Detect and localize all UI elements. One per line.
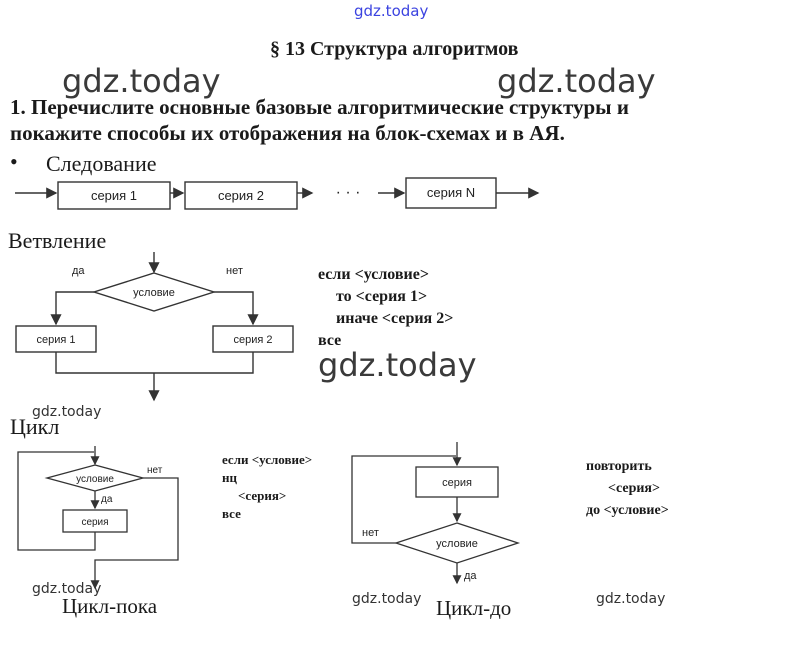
watermark-bottom-left: gdz.today — [32, 581, 102, 597]
repeat-code — [586, 456, 669, 522]
while-code — [222, 451, 312, 523]
while-no-label: нет — [147, 465, 163, 476]
caption-while: Цикл-пока — [62, 594, 158, 618]
branch-box-right-label: серия 2 — [233, 334, 273, 346]
section-heading: § 13 Структура алгоритмов — [270, 38, 519, 60]
bullet: • — [10, 149, 18, 174]
watermark-bottom-right: gdz.today — [596, 591, 666, 607]
branch-code-line-4: все — [318, 332, 342, 349]
branch-arrow-left — [56, 292, 94, 324]
dowhile-body-label: серия — [442, 477, 472, 489]
seq-box-2-label: серия 2 — [217, 188, 265, 203]
repeat-code-line-1: повторить — [586, 459, 652, 474]
while-yes-label: да — [101, 494, 113, 505]
branch-diagram — [0, 248, 310, 408]
branch-yes-label: да — [72, 265, 85, 277]
dowhile-diagram — [340, 440, 540, 590]
dowhile-no-label: нет — [362, 527, 379, 539]
seq-dots: · · · — [335, 184, 361, 201]
label-sequence: Следование — [46, 151, 157, 176]
caption-dowhile: Цикл-до — [436, 596, 512, 620]
while-code-line-4: все — [222, 506, 241, 521]
branch-condition-label: условие — [133, 287, 175, 299]
branch-merge-line — [56, 352, 253, 373]
seq-box-n-label: серия N — [426, 185, 476, 200]
label-loop: Цикл — [10, 414, 60, 439]
seq-box-1-label: серия 1 — [90, 188, 138, 203]
branch-code — [318, 264, 453, 352]
while-diagram — [0, 440, 200, 595]
branch-no-label: нет — [226, 265, 243, 277]
while-code-line-2: нц — [222, 470, 237, 485]
dowhile-yes-label: да — [464, 570, 477, 582]
question-line-2: покажите способы их отображения на блок-схемах и в АЯ. — [10, 121, 565, 145]
watermark-cycle: gdz.today — [32, 404, 102, 420]
watermark-bottom-mid: gdz.today — [352, 591, 422, 607]
while-condition-label: условие — [76, 474, 114, 485]
repeat-code-line-2: <серия> — [608, 481, 660, 496]
branch-code-line-1: если <условие> — [318, 266, 429, 283]
branch-box-left-label: серия 1 — [36, 334, 76, 346]
sequence-diagram — [0, 170, 560, 220]
while-code-line-3: <серия> — [238, 488, 287, 503]
dowhile-condition-label: условие — [436, 538, 478, 550]
while-loop-back — [18, 452, 95, 550]
label-branching: Ветвление — [8, 228, 107, 253]
watermark-top: gdz.today — [354, 2, 429, 20]
watermark-center: gdz.today — [318, 346, 477, 384]
while-body-label: серия — [81, 517, 109, 528]
branch-code-line-3: иначе <серия 2> — [336, 310, 454, 327]
watermark-right: gdz.today — [497, 62, 656, 100]
question-line-1: 1. Перечислите основные базовые алгоритмические структуры и — [10, 95, 629, 119]
repeat-code-line-3: до <условие> — [586, 503, 669, 518]
watermark-left: gdz.today — [62, 62, 221, 100]
branch-code-line-2: то <серия 1> — [336, 288, 428, 305]
branch-arrow-right — [214, 292, 253, 324]
while-code-line-1: если <условие> — [222, 452, 313, 467]
